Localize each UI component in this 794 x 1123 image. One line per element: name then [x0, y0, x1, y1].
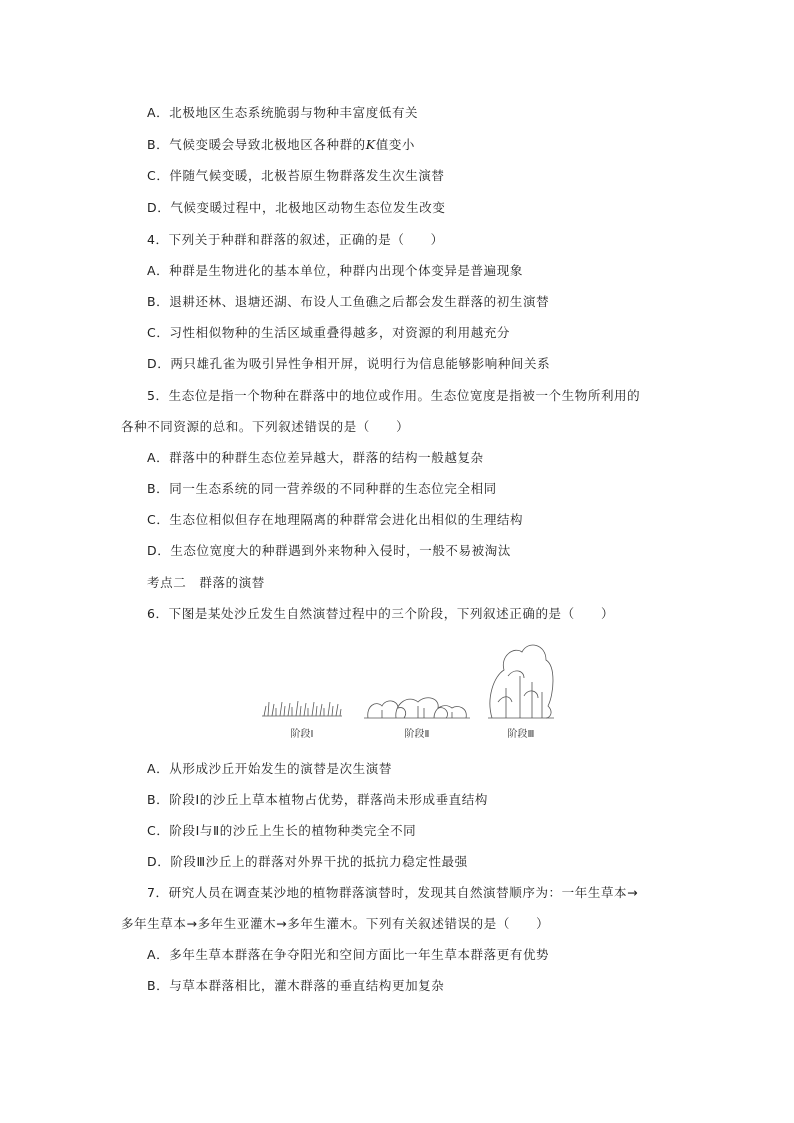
option-4b: B．退耕还林、退塘还湖、布设人工鱼礁之后都会发生群落的初生演替 [147, 294, 550, 309]
question-5-line2: 各种不同资源的总和。下列叙述错误的是（ ） [121, 419, 410, 434]
option-7b: B．与草本群落相比，灌木群落的垂直结构更加复杂 [147, 978, 445, 993]
option-3b [147, 136, 415, 154]
option-6c: C．阶段Ⅰ与Ⅱ的沙丘上生长的植物种类完全不同 [147, 823, 417, 838]
question-5-line1: 5．生态位是指一个物种在群落中的地位或作用。生态位宽度是指被一个生物所利用的 [147, 388, 641, 403]
option-3b-text1: B．气候变暖会导致北极地区各种群的 [147, 137, 366, 152]
stage2-shrub-illustration [364, 698, 470, 718]
section-heading: 考点二 群落的演替 [147, 575, 265, 590]
option-5c: C．生态位相似但存在地理隔离的种群常会进化出相似的生理结构 [147, 512, 524, 527]
stage3-label: 阶段Ⅲ [507, 729, 535, 740]
option-6d: D．阶段Ⅲ沙丘上的群落对外界干扰的抵抗力稳定性最强 [147, 854, 468, 869]
option-4c: C．习性相似物种的生活区域重叠得越多，对资源的利用越充分 [147, 325, 511, 340]
option-4d: D．两只雄孔雀为吸引异性争相开屏，说明行为信息能够影响种间关系 [147, 356, 551, 371]
option-3a: A．北极地区生态系统脆弱与物种丰富度低有关 [147, 105, 419, 120]
option-3d: D．气候变暖过程中，北极地区动物生态位发生改变 [147, 200, 446, 215]
stage3-forest-illustration [488, 645, 554, 718]
option-5a: A．群落中的种群生态位差异越大，群落的结构一般越复杂 [147, 450, 484, 465]
question-4: 4．下列关于种群和群落的叙述，正确的是（ ） [147, 232, 444, 247]
option-5d: D．生态位宽度大的种群遇到外来物种入侵时，一般不易被淘汰 [147, 543, 511, 558]
question-7-line1: 7．研究人员在调查某沙地的植物群落演替时，发现其自然演替顺序为：一年生草本→ [147, 885, 639, 900]
option-3c: C．伴随气候变暖，北极苔原生物群落发生次生演替 [147, 168, 445, 183]
option-6a: A．从形成沙丘开始发生的演替是次生演替 [147, 761, 392, 776]
option-6b: B．阶段Ⅰ的沙丘上草本植物占优势，群落尚未形成垂直结构 [147, 792, 488, 807]
stage1-grass-illustration [262, 701, 342, 716]
question-6: 6．下图是某处沙丘发生自然演替过程中的三个阶段，下列叙述正确的是（ ） [147, 606, 615, 621]
option-5b: B．同一生态系统的同一营养级的不同种群的生态位完全相同 [147, 481, 497, 496]
option-3b-text2: 值变小 [375, 137, 416, 152]
question-7-line2: 多年生草本→多年生亚灌木→多年生灌木。下列有关叙述错误的是（ ） [121, 916, 550, 931]
option-3b-k: K [365, 137, 376, 152]
option-4a: A．种群是生物进化的基本单位，种群内出现个体变异是普遍现象 [147, 263, 523, 278]
succession-figure [258, 636, 558, 746]
stage1-label: 阶段Ⅰ [290, 729, 314, 740]
option-7a: A．多年生草本群落在争夺阳光和空间方面比一年生草本群落更有优势 [147, 947, 550, 962]
stage2-label: 阶段Ⅱ [404, 729, 430, 740]
